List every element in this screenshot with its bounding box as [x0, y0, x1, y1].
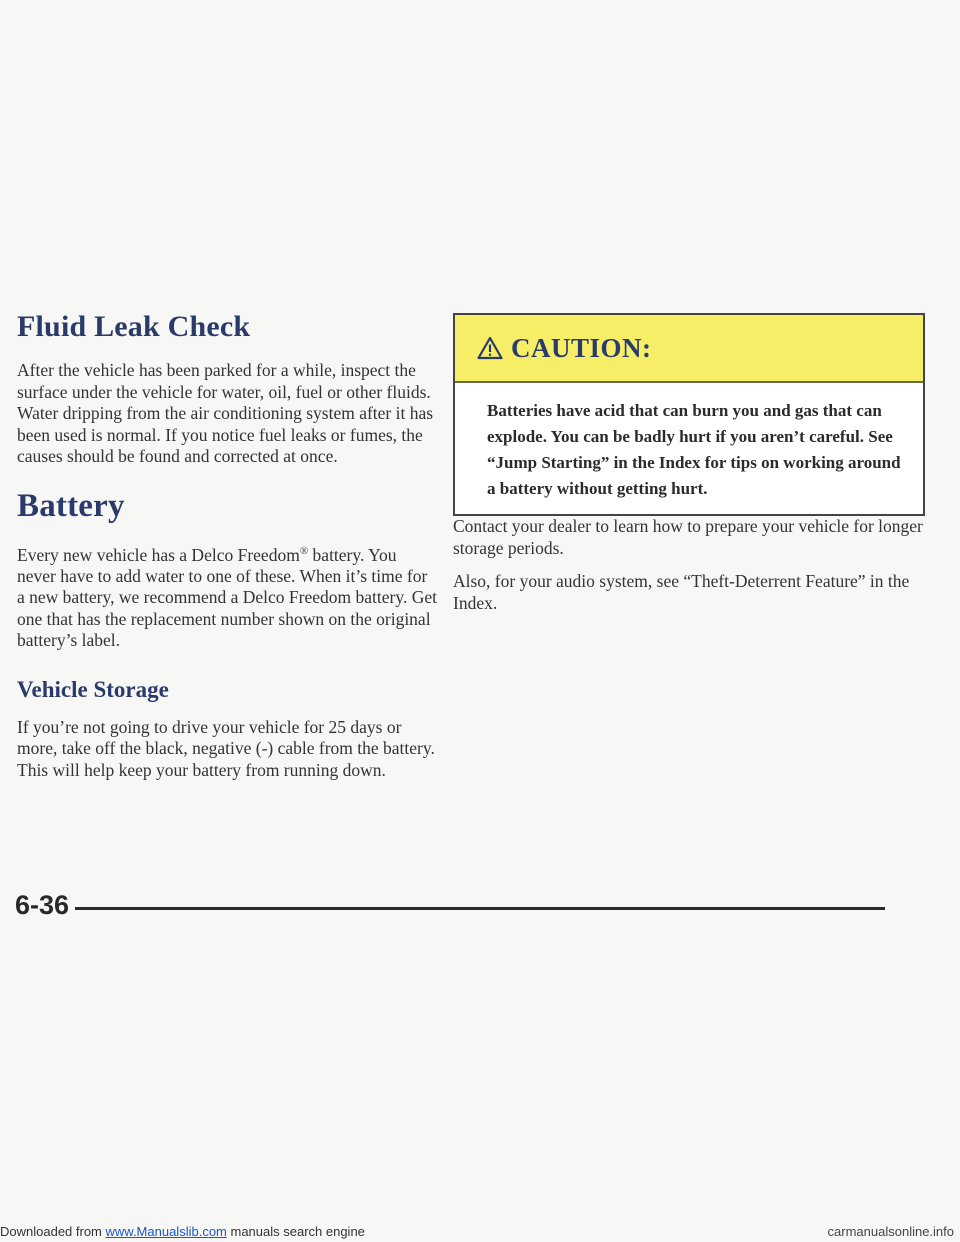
source-banner — [0, 1221, 960, 1242]
caution-body: Batteries have acid that can burn you and gas that can explode. You can be badly hurt if you aren’t careful. See “Jump Starting” in the Index for tips on working around a battery without getting hurt. — [487, 401, 901, 498]
battery-body-end: battery. You never have to add water to one of these. When it’s time for a new battery, we recommend a Delco Freedom battery. Get one that has the replacement number shown on the original battery’s label. — [17, 544, 437, 651]
banner-prefix: Downloaded from — [0, 1224, 106, 1239]
warning-triangle-icon — [477, 336, 503, 360]
fluid-leak-title: Fluid Leak Check — [17, 310, 251, 343]
right-column — [453, 313, 923, 614]
battery-body-start: Every new vehicle has a Delco Freedom — [17, 544, 300, 565]
audio-system-paragraph: Also, for your audio system, see “Theft-Deterrent Feature” in the Index. — [453, 571, 910, 613]
battery-body — [17, 541, 437, 652]
vehicle-storage-body: If you’re not going to drive your vehicle for 25 days or more, take off the black, negative (-) cable from the battery. This will help keep your battery from running down. — [17, 716, 435, 780]
manualslib-link[interactable]: www.Manualslib.com — [105, 1224, 227, 1239]
fluid-leak-body: After the vehicle has been parked for a while, inspect the surface under the vehicle for water, oil, fuel or other fluids. Water dripping from the air conditioning system after it has been used is normal. If you notice fuel leaks or fumes, the causes should be found and corrected at once. — [17, 360, 434, 466]
banner-suffix: manuals search engine — [226, 1224, 365, 1239]
caution-box — [453, 313, 925, 516]
vehicle-storage-title: Vehicle Storage — [17, 676, 169, 702]
left-column — [17, 312, 437, 781]
caution-title: CAUTION: — [511, 332, 652, 363]
caution-header — [455, 315, 923, 383]
page-footer — [15, 890, 885, 920]
page-number: 6-36 — [15, 890, 70, 920]
battery-title: Battery — [17, 487, 125, 524]
registered-mark: ® — [299, 544, 309, 557]
banner-left-text — [0, 1224, 365, 1239]
banner-right-text: carmanualsonline.info — [827, 1224, 954, 1239]
footer-rule — [75, 907, 885, 910]
storage-dealer-paragraph: Contact your dealer to learn how to prepare your vehicle for longer storage periods. — [453, 516, 923, 558]
